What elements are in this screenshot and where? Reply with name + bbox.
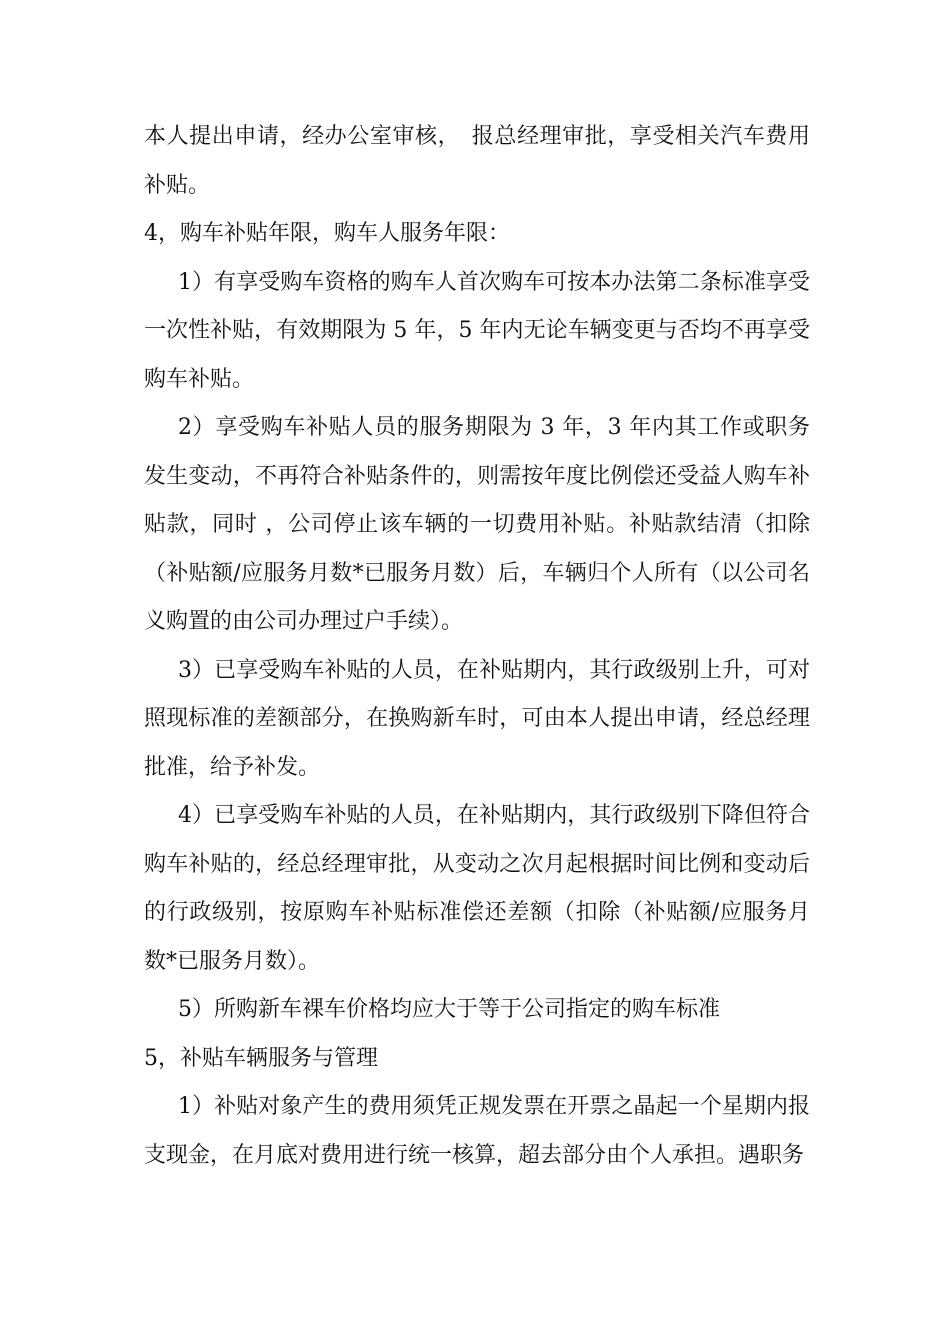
section-heading-vehicle-management: 5，补贴车辆服务与管理 xyxy=(144,1045,378,1071)
paragraph-expense-reimbursement: 1）补贴对象产生的费用须凭正规发票在开票之晶起一个星期内报支现金，在月底对费用进行统一核算，超去部分由个人承担。遇职务 xyxy=(144,1094,810,1168)
paragraph-level-decrease: 4）已享受购车补贴的人员，在补贴期内，其行政级别下降但符合购车补贴的，经总经理审批，从变动之次月起根据时间比例和变动后的行政级别，按原购车补贴标准偿还差额（扣除（补贴额/应服务月数*已服务月数）。 xyxy=(144,803,810,974)
section-heading-subsidy-term: 4，购车补贴年限，购车人服务年限： xyxy=(144,221,510,246)
paragraph-first-purchase: 1）有享受购车资格的购车人首次购车可按本办法第二条标准享受一次性补贴，有效期限为 5 年，5 年内无论车辆变更与否均不再享受购车补贴。 xyxy=(144,269,810,392)
paragraph-price-standard: 5）所购新车裸车价格均应大于等于公司指定的购车标准 xyxy=(178,997,720,1022)
paragraph-application-approval: 本人提出申请，经办公室审核， 报总经理审批，享受相关汽车费用补贴。 xyxy=(144,124,810,198)
paragraph-service-period: 2）享受购车补贴人员的服务期限为 3 年，3 年内其工作或职务发生变动，不再符合补贴条件的，则需按年度比例偿还受益人购车补贴款，同时 ，公司停止该车辆的一切费用补贴。补贴款结清（扣除（补贴额/应服务月数*已服务月数）后，车辆归个人所有（以公司名义购置的由公司办理过户手续）。 xyxy=(144,415,810,634)
paragraph-level-increase: 3）已享受购车补贴的人员，在补贴期内，其行政级别上升，可对照现标准的差额部分，在换购新车时，可由本人提出申请，经总经理批准，给予补发。 xyxy=(144,657,810,780)
document-body xyxy=(144,113,810,1180)
